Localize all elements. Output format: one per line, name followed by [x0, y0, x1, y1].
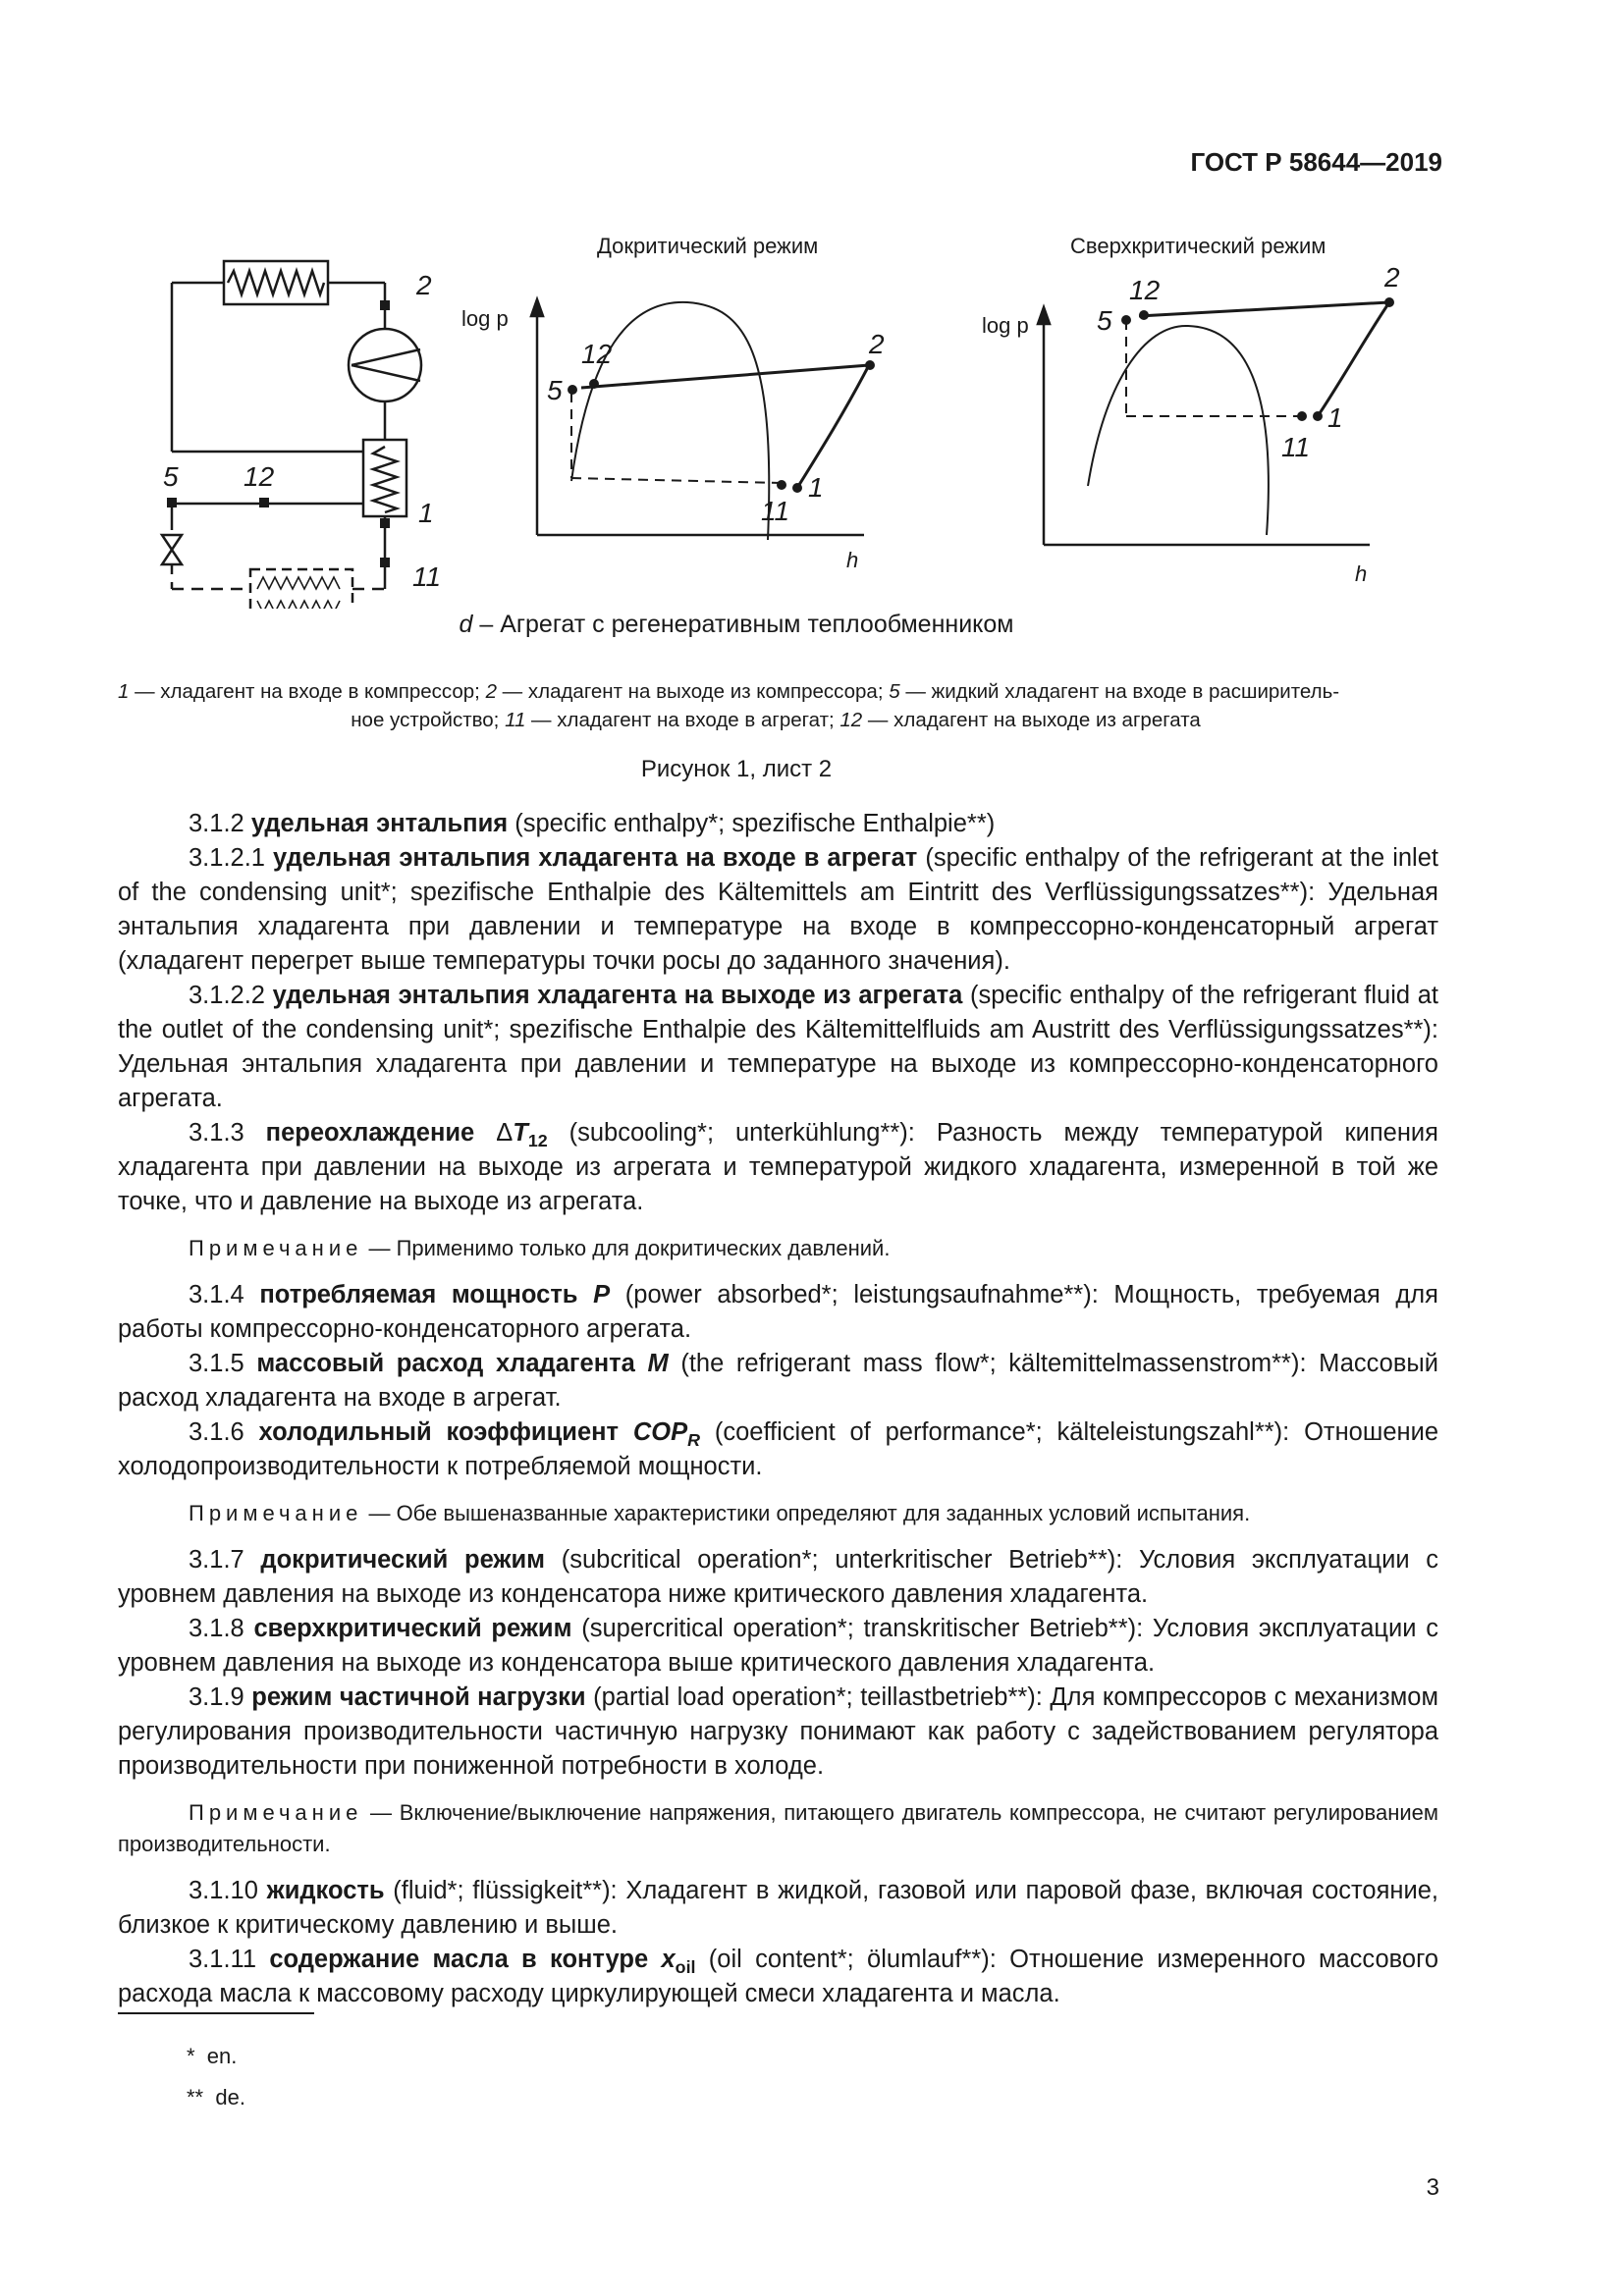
term-3-1-9: 3.1.9 режим частичной нагрузки (partial load operation*; teillastbetrieb**): Для компрессоров с механизмом регулирования производительности частичную нагрузку понимают как работу с задействованием регулятора производительности при пониженной потребности в холоде. [118, 1683, 1438, 1780]
term-3-1-11: 3.1.11 содержание масла в контуре $x_{oil}$ (oil content*; ölumlauf**): Отношение измеренного массового расхода масла к массовому расходу циркулирующей смеси хладагента и масла. [118, 1946, 1439, 2007]
term-3-1-2: 3.1.2 удельная энтальпия (specific enthalpy*; spezifische Enthalpie**) [189, 810, 996, 837]
super-point-5: 5 [1097, 305, 1112, 336]
term-3-1-6: 3.1.6 холодильный коэффициент $COP_R$ (coefficient of performance*; kälteleistungszahl**): Отношение холодопроизводительности к потребляемой мощности. [118, 1418, 1439, 1480]
sub-point-5: 5 [547, 375, 563, 405]
footnote-rule [118, 2012, 314, 2014]
sub-x-axis-label: h [846, 548, 859, 572]
term-3-1-5: 3.1.5 массовый расход хладагента M (the refrigerant mass flow*; kältemittelmassenstrom**): Массовый расход хладагента на входе в агрегат. [118, 1350, 1438, 1412]
supercritical-title: Сверхкритический режим [1070, 234, 1326, 258]
super-point-1: 1 [1327, 402, 1343, 433]
figure-1-sheet-2 [0, 0, 1624, 609]
term-3-1-7: 3.1.7 докритический режим (subcritical operation*; unterkritischer Betrieb**): Условия эксплуатации с уровнем давления на выходе из конденсатора ниже критического давления хладагента. [118, 1546, 1439, 1608]
sub-point-2: 2 [869, 329, 885, 359]
subcritical-diagram [531, 299, 869, 540]
standard-code: ГОСТ Р 58644—2019 [1190, 147, 1442, 177]
figure-legend: 1 — хладагент на входе в компрессор; 2 — хладагент на выходе из компрессора; 5 — жидкий хладагент на входе в расширитель- ное устройство; 11 — хладагент на входе в агрегат; 12 — хладагент на выходе из агрегата [118, 680, 1340, 731]
sub-point-12: 12 [581, 339, 613, 369]
figure-caption-d: d – Агрегат с регенеративным теплообменником [459, 611, 1014, 638]
evaporator-box [250, 569, 352, 609]
term-3-1-2-1: 3.1.2.1 удельная энтальпия хладагента на входе в агрегат (specific enthalpy of the refrigerant at the inlet of the condensing unit*; spezifische Enthalpie des Kältemittels am Eintritt des Verflüssigungssatzes**): Удельная энтальпия хладагента при давлении и температуре на входе в компрессорно-конденсаторный агрегат (хладагент перегрет выше температуры точки росы до заданного значения). [118, 844, 1438, 975]
term-3-1-3: 3.1.3 переохлаждение $\Delta T_{12}$ (subcooling*; unterkühlung**): Разность между температурой кипения хладагента при давлении на выходе из агрегата и температурой жидкого хладагента, измеренной в той же точке, что и давление на выходе из агрегата. [118, 1119, 1438, 1215]
footnote-1: * en. [187, 2044, 238, 2068]
super-point-12: 12 [1129, 275, 1161, 305]
super-point-11: 11 [1281, 432, 1311, 462]
super-x-axis-label: h [1355, 561, 1368, 586]
footnote-2: ** de. [187, 2085, 245, 2109]
note-1: Примечание — Применимо только для докритических давлений. [189, 1236, 891, 1260]
figure-title: Рисунок 1, лист 2 [640, 756, 833, 782]
super-point-2: 2 [1384, 262, 1400, 293]
schematic-label-1: 1 [418, 498, 434, 528]
refrigeration-schematic [162, 261, 421, 609]
super-y-axis-label: log p [982, 313, 1029, 338]
schematic-label-12: 12 [244, 461, 275, 492]
schematic-label-11: 11 [412, 561, 442, 592]
term-3-1-8: 3.1.8 сверхкритический режим (supercritical operation*; transkritischer Betrieb**): Условия эксплуатации с уровнем давления на выходе из конденсатора выше критического давления хладагента. [118, 1615, 1438, 1677]
note-3: Примечание — Включение/выключение напряжения, питающего двигатель компрессора, не считают регулированием производительности. [118, 1800, 1438, 1856]
schematic-label-5: 5 [163, 461, 179, 492]
subcritical-title: Докритический режим [597, 234, 819, 258]
term-3-1-4: 3.1.4 потребляемая мощность P (power absorbed*; leistungsaufnahme**): Мощность, требуемая для работы компрессорно-конденсаторного агрегата. [118, 1281, 1438, 1343]
term-3-1-10: 3.1.10 жидкость (fluid*; flüssigkeit**): Хладагент в жидкой, газовой или паровой фазе, включая состояние, близкое к критическому давлению и выше. [118, 1877, 1438, 1939]
term-3-1-2-2: 3.1.2.2 удельная энтальпия хладагента на выходе из агрегата (specific enthalpy of the refrigerant fluid at the outlet of the condensing unit*; spezifische Enthalpie des Kältemittelfluids am Austritt des Verflüssigungssatzes**): Удельная энтальпия хладагента при давлении и температуре на выходе из компрессорно-конденсаторного агрегата. [118, 982, 1438, 1112]
compressor-icon [349, 329, 421, 401]
definitions-body [118, 807, 1438, 2011]
note-2: Примечание — Обе вышеназванные характеристики определяют для заданных условий испытания. [189, 1501, 1251, 1525]
schematic-label-2: 2 [416, 270, 432, 300]
sub-y-axis-label: log p [461, 306, 509, 331]
sub-point-1: 1 [808, 472, 824, 503]
page-number: 3 [1426, 2174, 1439, 2201]
sub-point-11: 11 [761, 496, 790, 526]
